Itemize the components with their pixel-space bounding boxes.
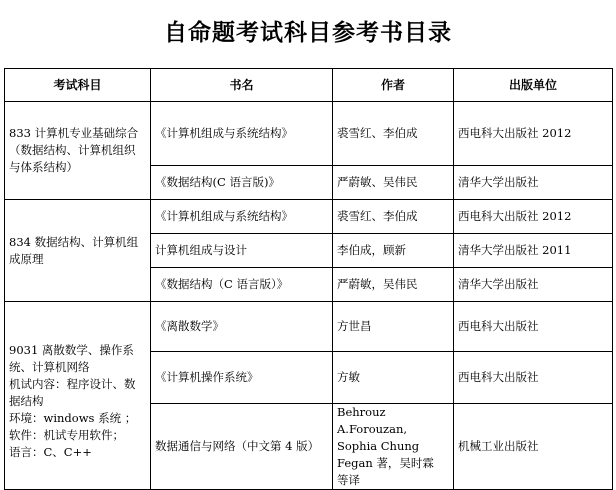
page-title: 自命题考试科目参考书目录: [164, 20, 452, 46]
header-publisher: 出版单位: [454, 69, 613, 102]
publisher-cell: 西电科大出版社 2012: [454, 102, 613, 166]
book-title-cell: 《数据结构（C 语言版）》: [151, 268, 333, 302]
reference-book-table: [4, 68, 613, 490]
author-cell: 裘雪红、李伯成: [333, 200, 454, 234]
author-cell: 裘雪红、李伯成: [333, 102, 454, 166]
header-book-title: 书名: [151, 69, 333, 102]
publisher-cell: 清华大学出版社: [454, 166, 613, 200]
subject-cell: [5, 200, 151, 302]
header-row: [5, 69, 613, 102]
author-cell: 严蔚敏，吴伟民: [333, 268, 454, 302]
publisher-cell: 清华大学出版社: [454, 268, 613, 302]
subject-text: 9031 离散数学、操作系统、计算机网络 机试内容：程序设计、数据结构 环境：windows 系统 ； 软件：机试专用软件； 语言：C、C++: [9, 343, 137, 459]
book-title-cell: 计算机组成与设计: [151, 234, 333, 268]
author-cell: 方敏: [333, 352, 454, 404]
header-subject: 考试科目: [5, 69, 151, 102]
publisher-cell: 机械工业出版社: [454, 404, 613, 490]
subject-text: 834 数据结构、计算机组成原理: [9, 234, 139, 266]
subject-cell: [5, 102, 151, 200]
publisher-cell: 清华大学出版社 2011: [454, 234, 613, 268]
author-cell: Behrouz A.Forouzan, Sophia Chung Fegan 著，吴时霖 等译: [333, 404, 454, 490]
book-title-cell: 《离散数学》: [151, 302, 333, 352]
book-title-cell: 《数据结构(C 语言版)》: [151, 166, 333, 200]
publisher-cell: 西电科大出版社 2012: [454, 200, 613, 234]
author-cell: 李伯成，顾新: [333, 234, 454, 268]
book-title-cell: 《计算机组成与系统结构》: [151, 200, 333, 234]
subject-cell: [5, 302, 151, 490]
author-cell: 方世昌: [333, 302, 454, 352]
table-row: [5, 302, 613, 352]
table-row: [5, 102, 613, 166]
table-row: [5, 200, 613, 234]
book-title-cell: 《计算机操作系统》: [151, 352, 333, 404]
book-title-cell: 《计算机组成与系统结构》: [151, 102, 333, 166]
subject-text: 833 计算机专业基础综合（数据结构、计算机组织与体系结构）: [9, 126, 139, 174]
publisher-cell: 西电科大出版社: [454, 352, 613, 404]
book-title-cell: 数据通信与网络（中文第 4 版）: [151, 404, 333, 490]
author-cell: 严蔚敏、吴伟民: [333, 166, 454, 200]
publisher-cell: 西电科大出版社: [454, 302, 613, 352]
header-author: 作者: [333, 69, 454, 102]
